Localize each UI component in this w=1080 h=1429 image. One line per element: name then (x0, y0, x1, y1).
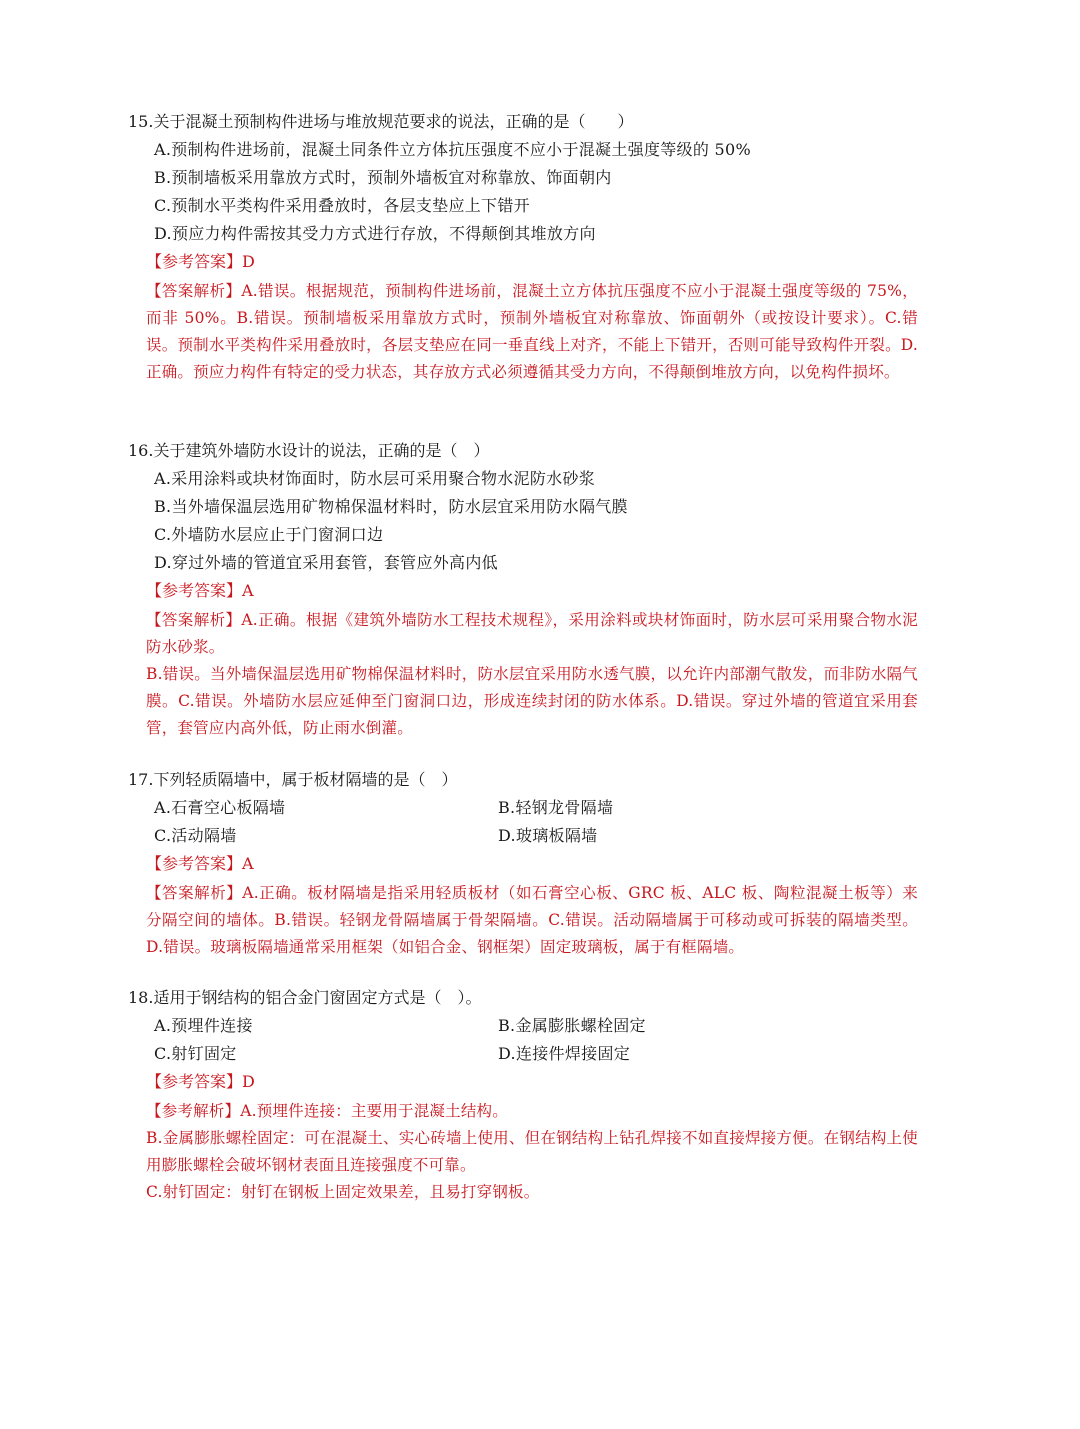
option-d: D.连接件焊接固定 (498, 1044, 631, 1063)
option-a: A.石膏空心板隔墙 (154, 798, 286, 817)
option-b: B.金属膨胀螺栓固定 (498, 1016, 646, 1035)
explanation-paragraph: B.错误。当外墙保温层选用矿物棉保温材料时，防水层宜采用防水透气膜，以允许内部潮气散发，而非防水隔气膜。C.错误。外墙防水层应延伸至门窗洞口边，形成连续封闭的防水体系。D.错误。穿过外墙的管道宜采用套管，套管应内高外低，防止雨水倒灌。 (146, 665, 918, 737)
question-title: 15.关于混凝土预制构件进场与堆放规范要求的说法，正确的是（ ） (128, 112, 634, 131)
answer-explanation (146, 1098, 918, 1206)
reference-answer: 【参考答案】A (146, 854, 254, 873)
explanation-paragraph: 【参考解析】A.预埋件连接：主要用于混凝土结构。 (146, 1102, 508, 1120)
option-b: B.轻钢龙骨隔墙 (498, 798, 614, 817)
question-17 (128, 769, 918, 961)
answer-explanation (146, 880, 918, 961)
question-title: 18.适用于钢结构的铝合金门窗固定方式是（ ）。 (128, 988, 482, 1007)
answer-explanation (146, 607, 918, 742)
answer-explanation (146, 278, 918, 386)
option-row (154, 797, 918, 819)
question-title: 16.关于建筑外墙防水设计的说法，正确的是（ ） (128, 441, 490, 460)
explanation-paragraph: 【答案解析】A.错误。根据规范，预制构件进场前，混凝土立方体抗压强度不应小于混凝土强度等级的 75%，而非 50%。B.错误。预制墙板采用靠放方式时，预制外墙板宜对称靠放、饰面朝外（或按设计要求）。C.错误。预制水平类构件采用叠放时，各层支垫应在同一垂直线上对齐，不能上下错开，否则可能导致构件开裂。D.正确。预应力构件有特定的受力状态，其存放方式必须遵循其受力方向，不得颠倒堆放方向，以免构件损坏。 (146, 282, 918, 381)
option-a: A.预制构件进场前，混凝土同条件立方体抗压强度不应小于混凝土强度等级的 50% (154, 140, 751, 159)
option-row (154, 825, 918, 847)
question-15 (128, 111, 918, 386)
option-row (154, 1043, 918, 1065)
question-title: 17.下列轻质隔墙中，属于板材隔墙的是（ ） (128, 770, 458, 789)
option-a: A.采用涂料或块材饰面时，防水层可采用聚合物水泥防水砂浆 (154, 469, 596, 488)
option-d: D.穿过外墙的管道宜采用套管，套管应外高内低 (154, 553, 498, 572)
option-b: B.预制墙板采用靠放方式时，预制外墙板宜对称靠放、饰面朝内 (154, 168, 612, 187)
option-d: D.预应力构件需按其受力方式进行存放，不得颠倒其堆放方向 (154, 224, 596, 243)
option-c: C.预制水平类构件采用叠放时，各层支垫应上下错开 (154, 196, 530, 215)
option-row (154, 1015, 918, 1037)
reference-answer: 【参考答案】A (146, 581, 254, 600)
reference-answer: 【参考答案】D (146, 1072, 255, 1091)
explanation-paragraph: 【答案解析】A.正确。根据《建筑外墙防水工程技术规程》，采用涂料或块材饰面时，防水层可采用聚合物水泥防水砂浆。 (146, 611, 918, 656)
explanation-paragraph: C.射钉固定：射钉在钢板上固定效果差，且易打穿钢板。 (146, 1183, 540, 1201)
option-b: B.当外墙保温层选用矿物棉保温材料时，防水层宜采用防水隔气膜 (154, 497, 628, 516)
explanation-paragraph: B.金属膨胀螺栓固定：可在混凝土、实心砖墙上使用、但在钢结构上钻孔焊接不如直接焊接方便。在钢结构上使用膨胀螺栓会破坏钢材表面且连接强度不可靠。 (146, 1129, 918, 1174)
question-16 (128, 440, 918, 742)
option-c: C.射钉固定 (154, 1044, 237, 1063)
reference-answer: 【参考答案】D (146, 252, 255, 271)
option-d: D.玻璃板隔墙 (498, 826, 598, 845)
option-c: C.外墙防水层应止于门窗洞口边 (154, 525, 384, 544)
explanation-paragraph: 【答案解析】A.正确。板材隔墙是指采用轻质板材（如石膏空心板、GRC 板、ALC 板、陶粒混凝土板等）来分隔空间的墙体。B.错误。轻钢龙骨隔墙属于骨架隔墙。C.错误。活动隔墙属于可移动或可拆装的隔墙类型。D.错误。玻璃板隔墙通常采用框架（如铝合金、钢框架）固定玻璃板，属于有框隔墙。 (146, 884, 918, 956)
option-c: C.活动隔墙 (154, 826, 237, 845)
option-a: A.预埋件连接 (154, 1016, 253, 1035)
question-18 (128, 987, 918, 1206)
